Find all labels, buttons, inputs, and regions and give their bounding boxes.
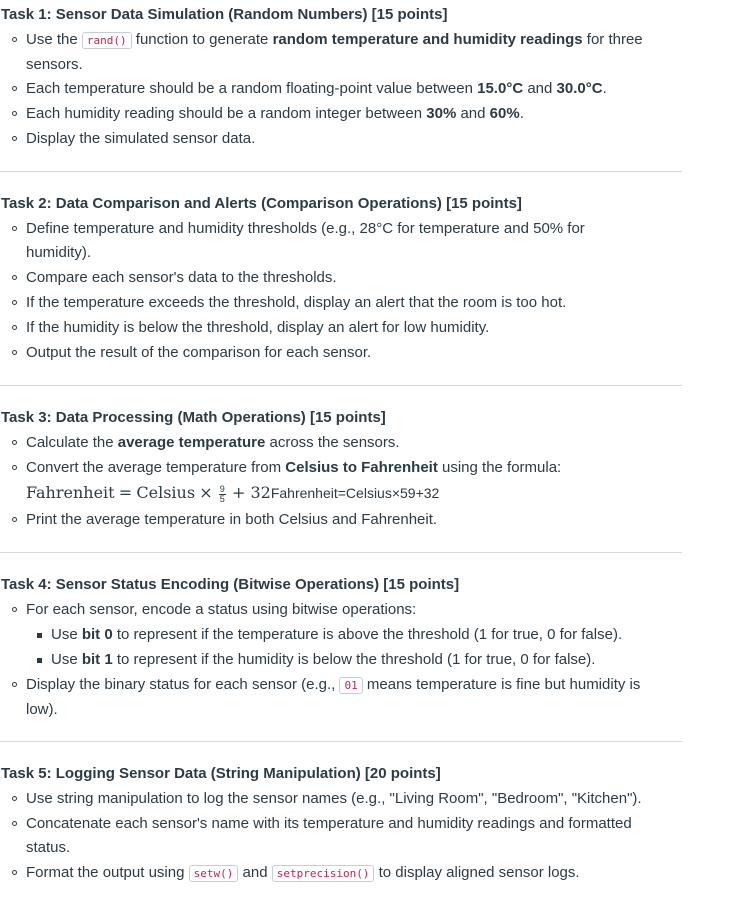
bullet-icon [12,350,17,355]
fraction: $\frac{9}{5}$ [219,483,225,504]
bullet-icon [12,226,17,231]
sub-list-item: Use bit 1 to represent if the humidity is below the threshold (1 for true, 0 for false). [37,648,687,672]
bullet-icon [12,37,17,42]
list-item: If the temperature exceeds the threshold, display an alert that the room is too hot. [12,291,682,315]
task-1-title: Task 1: Sensor Data Simulation (Random Numbers) [15 points] [1,6,448,23]
code-rand: rand() [82,32,132,49]
code-setw: setw() [189,865,239,882]
bullet-icon [12,465,17,470]
code-01: 01 [339,677,362,694]
sub-list-item: Use bit 0 to represent if the temperature is above the threshold (1 for true, 0 for false). [37,623,687,647]
list-item: Use the rand() function to generate random temperature and humidity readings for three sensors. [12,28,682,77]
list-item: Format the output using setw() and setprecision() to display aligned sensor logs. [12,861,682,886]
bullet-icon [12,325,17,330]
list-item: Print the average temperature in both Celsius and Fahrenheit. [12,508,682,532]
square-bullet-icon [37,658,42,663]
bullet-icon [12,275,17,280]
list-item: Each humidity reading should be a random integer between 30% and 60%. [12,102,682,126]
bullet-icon [12,86,17,91]
divider [0,741,682,742]
bullet-icon [12,796,17,801]
formula: Fahrenheit = Celsius × $\frac{9}{5}$ + 32Fahrenheit=Celsius×59+32 [26,483,440,504]
divider [0,385,682,386]
list-item: Display the simulated sensor data. [12,127,682,151]
divider [0,552,682,553]
bullet-icon [12,821,17,826]
square-bullet-icon [37,633,42,638]
bullet-icon [12,682,17,687]
task-4-title: Task 4: Sensor Status Encoding (Bitwise Operations) [15 points] [1,576,460,593]
task-5-title: Task 5: Logging Sensor Data (String Manipulation) [20 points] [1,765,441,782]
list-item: Calculate the average temperature across the sensors. [12,431,682,455]
bullet-icon [12,111,17,116]
list-item: For each sensor, encode a status using bitwise operations: [12,598,682,622]
bullet-icon [12,870,17,875]
list-item: If the humidity is below the threshold, display an alert for low humidity. [12,316,682,340]
bullet-icon [12,300,17,305]
list-item: Define temperature and humidity thresholds (e.g., 28°C for temperature and 50% for humidity). [12,217,682,265]
divider [0,171,682,172]
list-item: Convert the average temperature from Celsius to Fahrenheit using the formula: [12,456,682,480]
list-item: Each temperature should be a random floating-point value between 15.0°C and 30.0°C. [12,77,682,101]
bullet-icon [12,517,17,522]
list-item: Use string manipulation to log the sensor names (e.g., "Living Room", "Bedroom", "Kitchen"). [12,787,682,811]
list-item: Compare each sensor's data to the thresholds. [12,266,682,290]
bullet-icon [12,136,17,141]
task-3-title: Task 3: Data Processing (Math Operations) [15 points] [1,409,386,426]
task-2-title: Task 2: Data Comparison and Alerts (Comparison Operations) [15 points] [1,195,522,212]
list-item: Concatenate each sensor's name with its temperature and humidity readings and formatted status. [12,812,682,860]
list-item: Output the result of the comparison for each sensor. [12,341,682,365]
bullet-icon [12,440,17,445]
code-setprecision: setprecision() [272,865,375,882]
list-item: Display the binary status for each sensor (e.g., 01 means temperature is fine but humidity is low). [12,673,682,722]
bullet-icon [12,607,17,612]
